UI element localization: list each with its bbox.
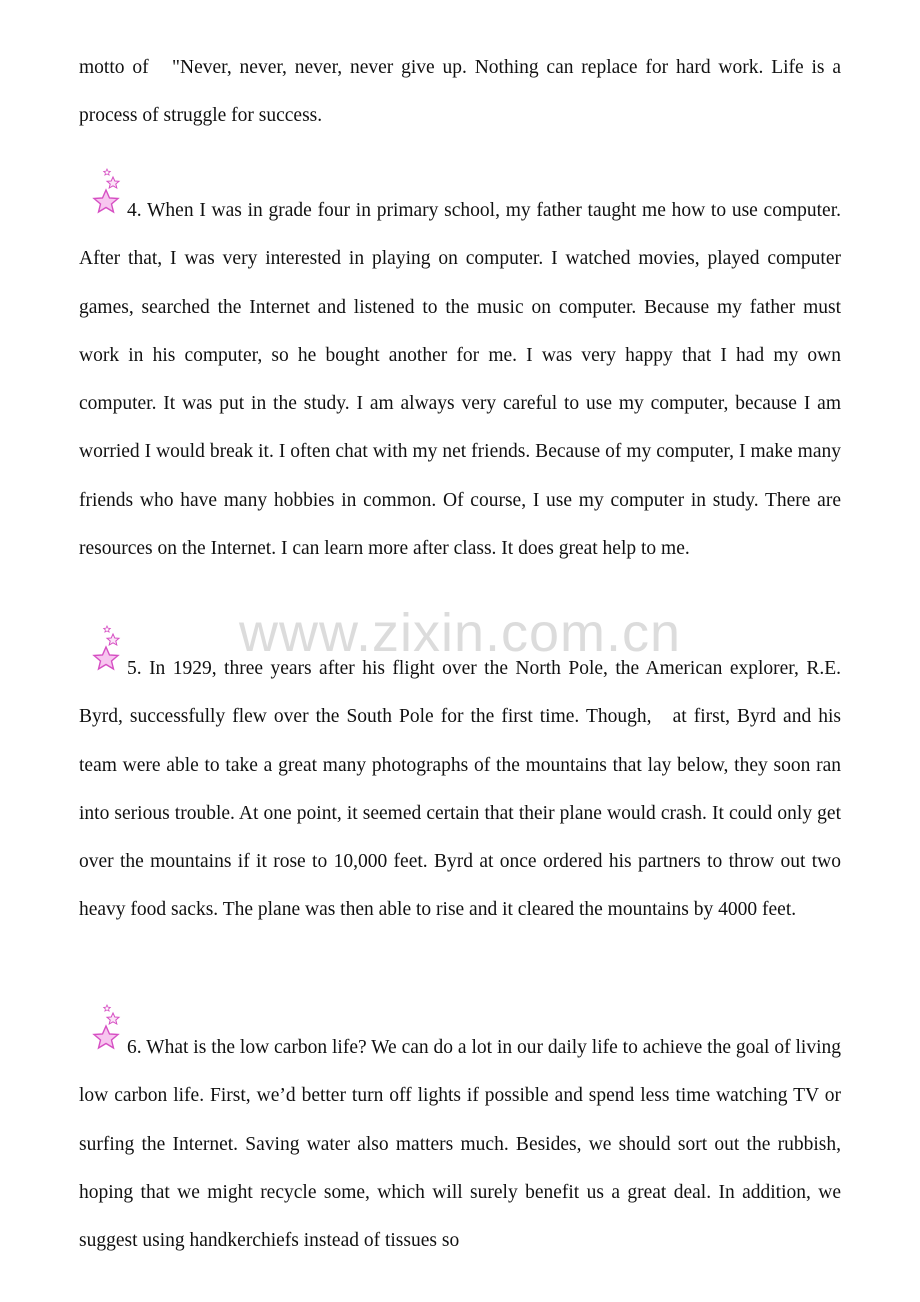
paragraph-intro-text: motto of "Never, never, never, never give up. Nothing can replace for hard work. Life is a process of struggle for success. (79, 57, 841, 127)
paragraph-5-text: 5. In 1929, three years after his flight over the North Pole, the American explorer, R.E. Byrd, successfully flew over the South Pole for the first time. Though, at first, Byrd and his team were able to take a great many photographs of the mountains that lay below, they soon ran into serious trouble. At one point, it seemed certain that their plane would crash. It could only get over the mountains if it rose to 10,000 feet. Byrd at once ordered his partners to throw out two heavy food sacks. The plane was then able to rise and it cleared the mountains by 4000 feet. (79, 658, 841, 921)
paragraph-intro (79, 44, 841, 141)
paragraph-4-text: 4. When I was in grade four in primary school, my father taught me how to use computer. After that, I was very interested in playing on computer. I watched movies, played computer games, searched the Internet and listened to the music on computer. Because my father must work in his computer, so he bought another for me. I was very happy that I had my own computer. It was put in the study. I am always very careful to use my computer, because I am worried I would break it. I often chat with my net friends. Because of my computer, I make many friends who have many hobbies in common. Of course, I use my computer in study. There are resources on the Internet. I can learn more after class. It does great help to me. (79, 200, 841, 560)
paragraph-6-text: 6. What is the low carbon life? We can do a lot in our daily life to achieve the goal of living low carbon life. First, we’d better turn off lights if possible and spend less time watching TV or surfing the Internet. Saving water also matters much. Besides, we should sort out the rubbish, hoping that we might recycle some, which will surely benefit us a great deal. In addition, we suggest using handkerchiefs instead of tissues so (79, 1037, 841, 1252)
paragraph-4 (79, 187, 841, 573)
paragraph-6 (79, 1024, 841, 1265)
watermark: www.zixin.com.cn (238, 603, 682, 663)
paragraph-5 (79, 645, 841, 935)
